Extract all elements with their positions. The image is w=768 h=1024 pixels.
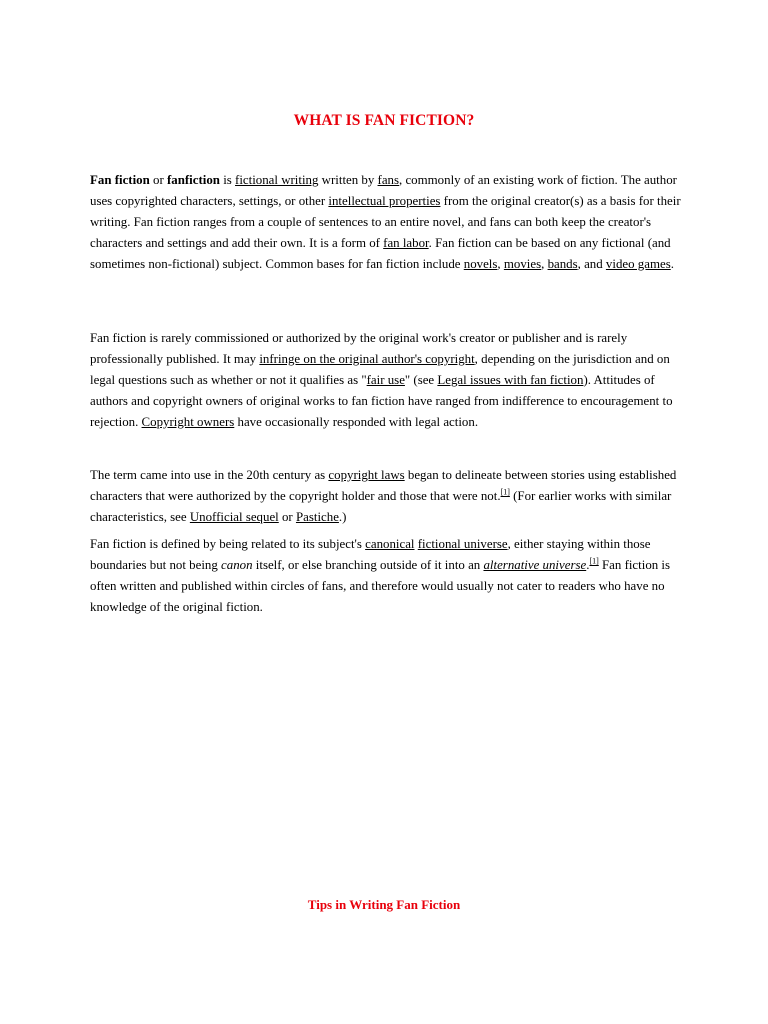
link-fair-use[interactable]: fair use [366,372,405,387]
reference-1[interactable]: [1] [500,487,510,497]
text-run: have occasionally responded with legal action. [234,414,479,429]
text-run: is [219,173,236,187]
link-unofficial-sequel[interactable]: Unofficial sequel [189,509,279,524]
text-run: (For earlier works with similar characteristics, see [90,488,672,524]
paragraph-canon [90,534,686,618]
link-novels[interactable]: novels [463,256,498,271]
link-legal-issues[interactable]: Legal issues with fan fiction [437,372,584,387]
text-run: , [541,256,548,271]
link-infringe-copyright[interactable]: infringe on the original author's copyright [259,351,475,366]
text-run: , depending on the jurisdiction and on legal questions such as whether or not it qualifies as " [90,351,670,387]
link-pastiche[interactable]: Pastiche [295,509,339,524]
text-run: began to delineate between stories using established characters that were authorized by the copyright holder and those that were not. [90,468,677,503]
link-canonical[interactable]: canonical [365,537,415,551]
link-fictional-writing[interactable]: fictional writing [235,173,319,187]
term-fan-fiction: Fan fiction [90,173,150,187]
text-run: .) [338,509,347,524]
link-copyright-owners[interactable]: Copyright owners [141,414,235,429]
term-canon: canon [221,557,253,572]
text-run: itself, or else branching outside of it into an [252,557,484,572]
link-alternative-universe[interactable]: alternative universe [483,557,587,572]
text-run: , either staying within those boundaries but not being [90,537,651,572]
text-run: The term came into use in the 20th century as [90,468,329,482]
text-run: . [670,256,674,271]
paragraph-copyright [90,328,686,433]
link-copyright-laws[interactable]: copyright laws [328,468,405,482]
link-video-games[interactable]: video games [605,256,671,271]
text-run: , and [577,256,606,271]
text-run: or [278,509,296,524]
text-run: Fan fiction is often written and published within circles of fans, and therefore would usually not cater to readers who have no knowledge of the original fiction. [90,557,671,614]
text-run: or [149,173,167,187]
link-fan-labor[interactable]: fan labor [383,235,429,250]
reference-1[interactable]: [1] [589,556,599,566]
term-fanfiction: fanfiction [166,173,220,187]
link-fictional-universe[interactable]: fictional universe [417,537,508,551]
link-fans[interactable]: fans [377,173,400,187]
text-run: . Fan fiction can be based on any fictional (and sometimes non-fictional) subject. Common bases for fan fiction include [90,235,671,271]
text-run: from the original creator(s) as a basis for their writing. Fan fiction ranges from a couple of sentences to an entire novel, and fans can both keep the creator's characters and settings and add their own. It is a form of [90,193,681,250]
link-bands[interactable]: bands [547,256,578,271]
link-intellectual-properties[interactable]: intellectual properties [328,193,441,208]
paragraph-definition [90,170,686,275]
text-run: Fan fiction is defined by being related to its subject's [90,537,366,551]
text-run: , commonly of an existing work of fiction. The author uses copyrighted characters, settings, or other [90,173,677,208]
text-run: " (see [404,372,438,387]
page-title: WHAT IS FAN FICTION? [293,112,475,129]
text-run: . [586,557,590,572]
text-run: written by [318,173,378,187]
section-heading-tips: Tips in Writing Fan Fiction [307,897,461,912]
link-movies[interactable]: movies [503,256,542,271]
text-run: Fan fiction is rarely commissioned or authorized by the original work's creator or publisher and is rarely professionally published. It may [90,331,628,366]
text-run: , [497,256,504,271]
text-run: ). Attitudes of authors and copyright owners of original works to fan fiction have ranged from indifference to encouragement to rejection. [90,372,673,429]
paragraph-history [90,465,686,528]
